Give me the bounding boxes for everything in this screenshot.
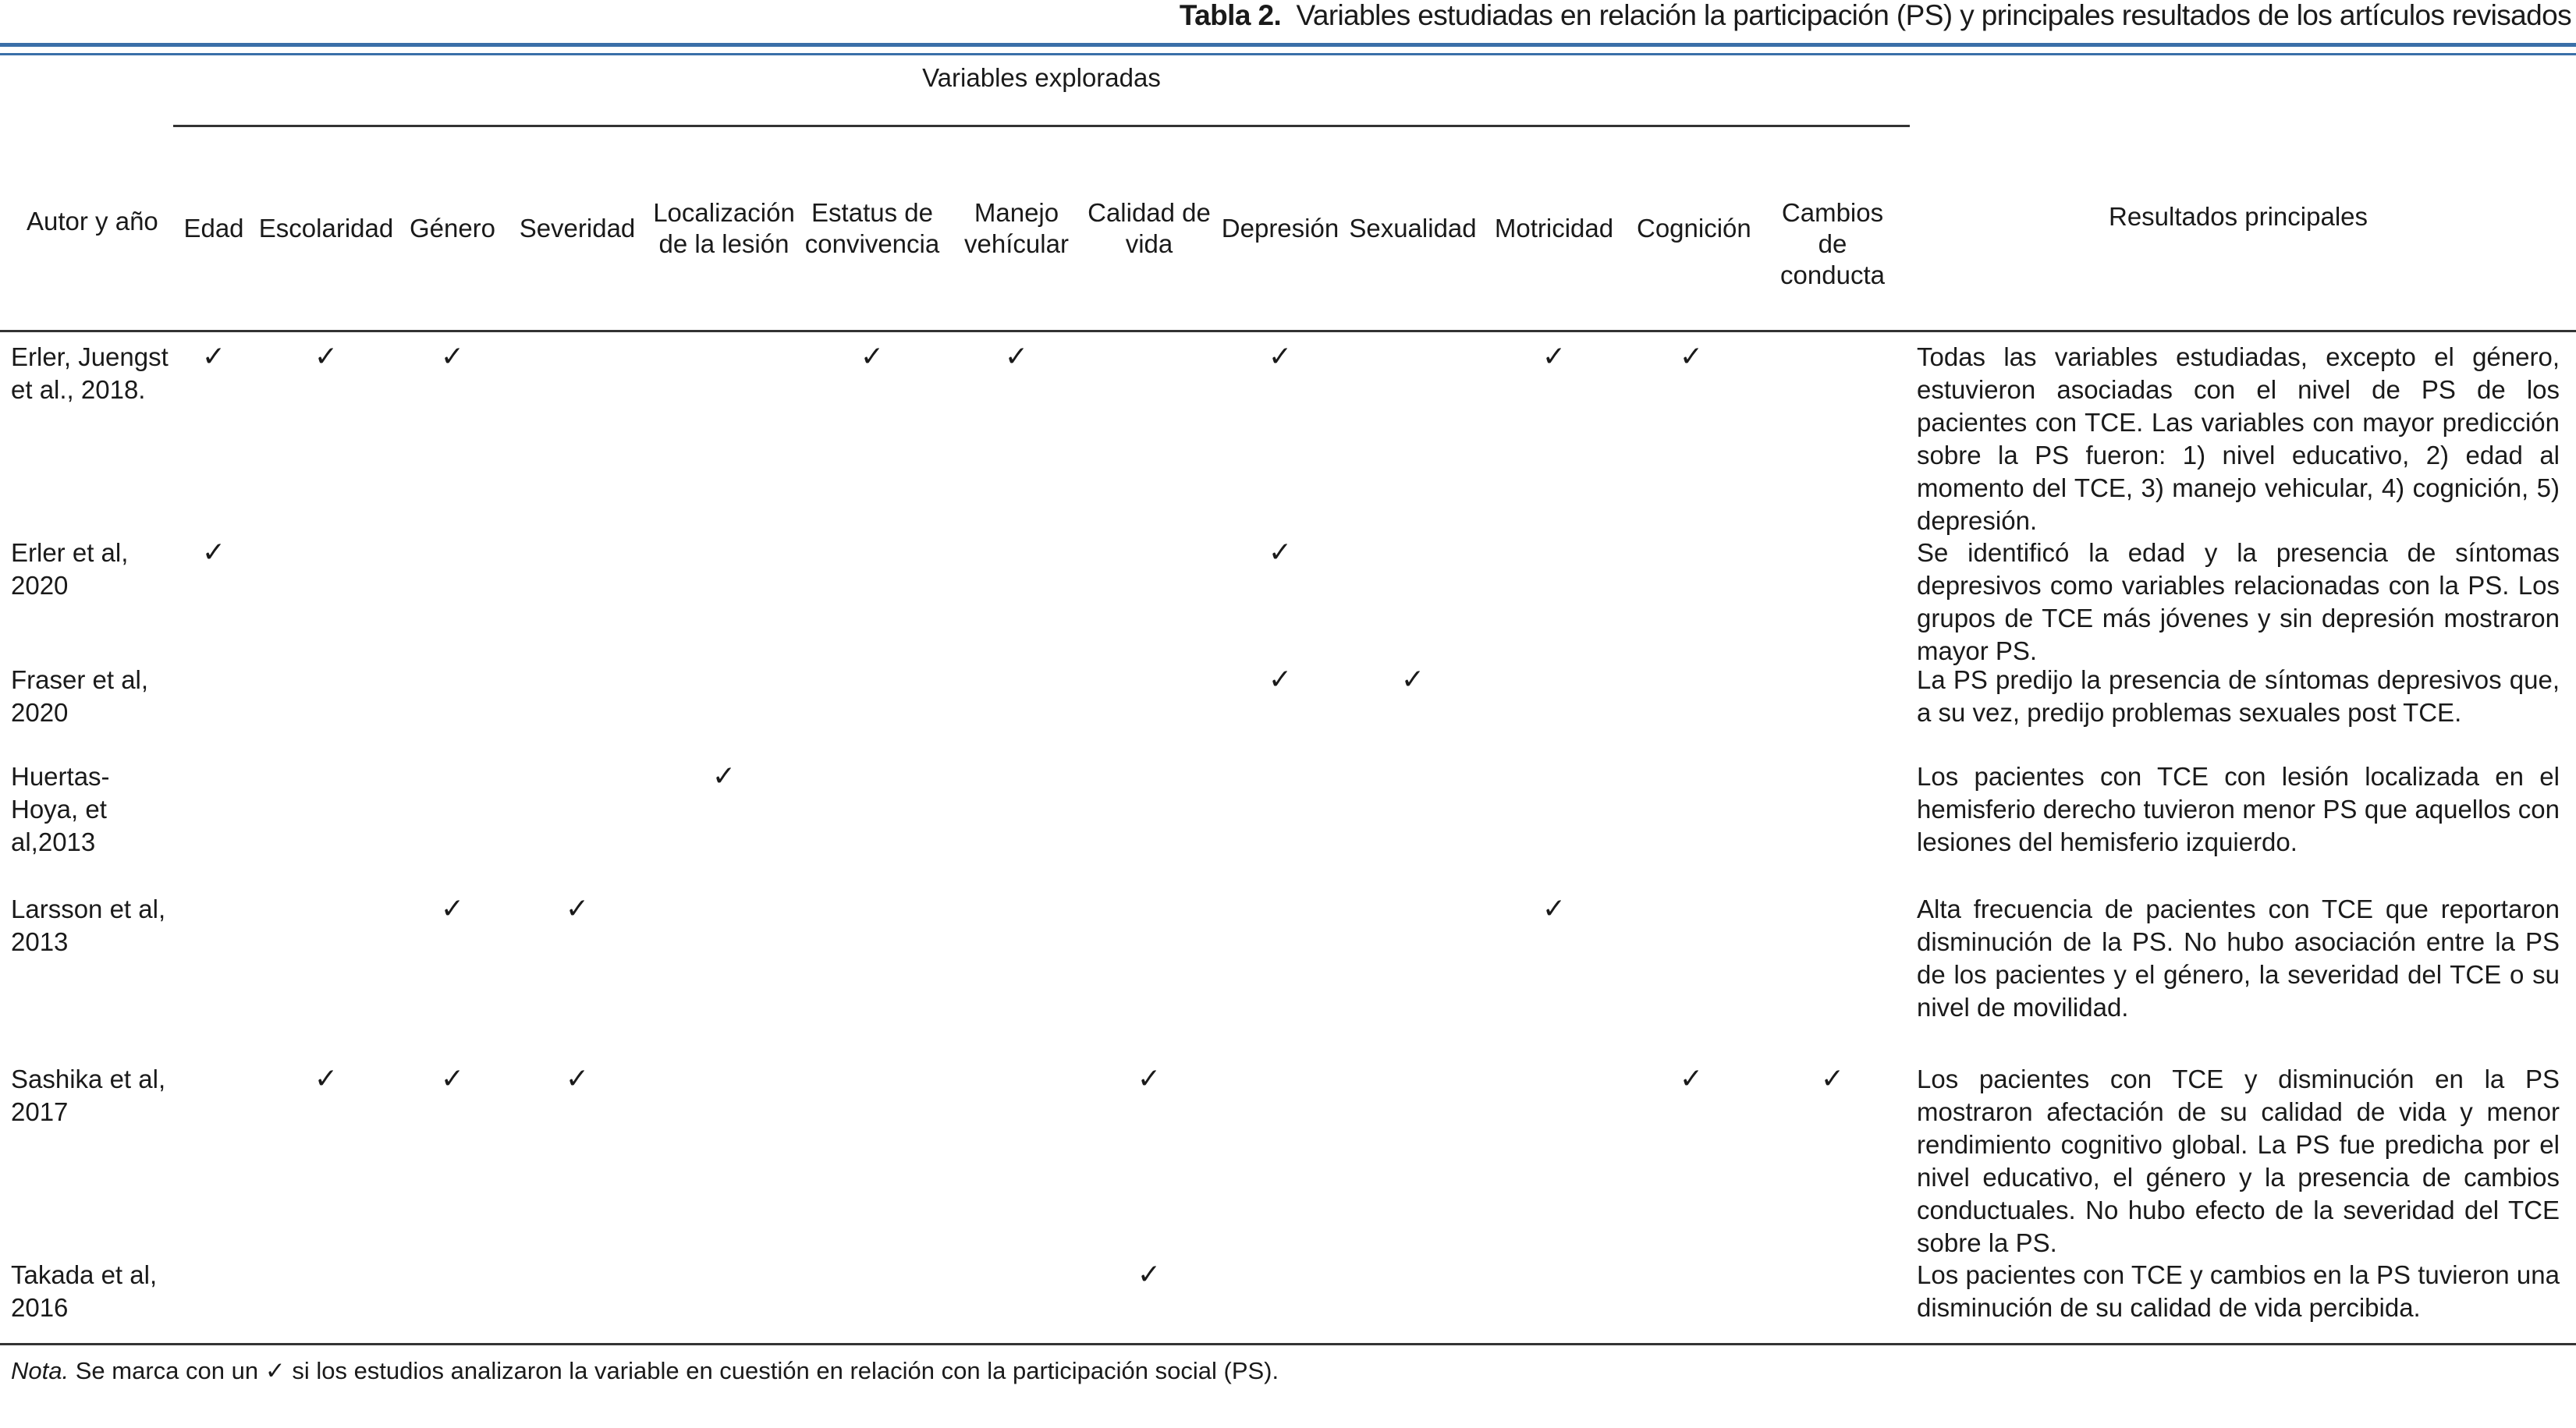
row-result: La PS predijo la presencia de síntomas depresivos que, a su vez, predijo problemas sexuales post TCE. [1917,665,2560,727]
col-header-localizacion: Localización de la lesión [653,198,795,258]
row-result: Se identificó la edad y la presencia de síntomas depresivos como variables relacionadas con la PS. Los grupos de TCE más jóvenes y sin depresión mostraron mayor PS. [1917,538,2560,665]
row-author: Huertas-Hoya, et al,2013 [11,762,110,856]
row-result: Alta frecuencia de pacientes con TCE que reportaron disminución de la PS. No hubo asociación entre la PS de los pacientes y el género, la severidad del TCE o su nivel de movilidad. [1917,895,2560,1022]
check-icon: ✓ [1268,664,1293,696]
note-label: Nota. [11,1357,69,1384]
row-author: Takada et al, 2016 [11,1260,158,1322]
note-text-before: Se marca con un [75,1357,259,1384]
col-header-edad: Edad [183,214,244,243]
table-caption-text: Variables estudiadas en relación la participación (PS) y principales resultados de los artículos revisados [1296,0,2571,31]
check-icon: ✓ [1679,341,1704,373]
row-author: Sashika et al, 2017 [11,1065,166,1126]
check-icon: ✓ [1268,341,1293,373]
check-icon: ✓ [440,893,465,925]
col-header-cognicion: Cognición [1637,214,1751,243]
note-check-icon: ✓ [264,1357,286,1384]
note-text-after: si los estudios analizaron la variable en cuestión en relación con la participación social (PS). [292,1357,1279,1384]
col-header-manejo: Manejo vehícular [964,198,1069,258]
col-header-depresion: Depresión [1221,214,1339,243]
table-caption [1180,0,2571,36]
check-icon: ✓ [1137,1259,1162,1291]
col-header-genero: Género [409,214,496,243]
check-icon: ✓ [1268,537,1293,569]
check-icon: ✓ [1542,893,1567,925]
check-icon: ✓ [711,760,736,792]
variables-group-rule [173,125,1910,127]
check-icon: ✓ [1137,1063,1162,1095]
col-header-cambios: Cambios de conducta [1780,198,1885,289]
row-author: Larsson et al, 2013 [11,895,166,956]
header-bottom-rule [0,330,2576,332]
check-icon: ✓ [201,341,226,373]
top-rule-thin [0,53,2576,55]
col-header-escolaridad: Escolaridad [258,214,394,243]
check-icon: ✓ [314,341,339,373]
row-author: Erler, Juengst et al., 2018. [11,342,169,404]
row-author: Fraser et al, 2020 [11,665,149,727]
check-icon: ✓ [1004,341,1029,373]
row-author: Erler et al, 2020 [11,538,129,600]
row-result: Los pacientes con TCE con lesión localizada en el hemisferio derecho tuvieron menor PS que aquellos con lesiones del hemisferio izquierdo. [1917,762,2560,856]
variables-group-header: Variables exploradas [922,63,1161,92]
row-result: Todas las variables estudiadas, excepto el género, estuvieron asociadas con el nivel de PS de los pacientes con TCE. Las variables con mayor predicción sobre la PS fueron: 1) nivel educativo, 2) edad al momento del TCE, 3) manejo vehicular, 4) cognición, 5) depresión. [1917,342,2560,535]
table-note [11,1355,1279,1387]
row-result: Los pacientes con TCE y cambios en la PS tuvieron una disminución de su calidad de vida percibida. [1917,1260,2560,1322]
check-icon: ✓ [1400,664,1425,696]
results-column-header: Resultados principales [2108,202,2368,231]
col-header-motricidad: Motricidad [1494,214,1614,243]
row-result: Los pacientes con TCE y disminución en la PS mostraron afectación de su calidad de vida y menor rendimiento cognitivo global. La PS fue predicha por el nivel educativo, el género y la presencia de cambios conductuales. No hubo efecto de la severidad del TCE sobre la PS. [1917,1065,2560,1257]
author-column-header: Autor y año [27,207,158,236]
check-icon: ✓ [565,1063,590,1095]
table-caption-label: Tabla 2. [1179,0,1282,31]
table-bottom-rule [0,1343,2576,1345]
check-icon: ✓ [1542,341,1567,373]
check-icon: ✓ [201,537,226,569]
check-icon: ✓ [440,1063,465,1095]
check-icon: ✓ [314,1063,339,1095]
top-rule-thick [0,43,2576,47]
check-icon: ✓ [1820,1063,1845,1095]
col-header-calidad: Calidad de vida [1088,198,1211,258]
check-icon: ✓ [860,341,885,373]
check-icon: ✓ [565,893,590,925]
col-header-estatus: Estatus de convivencia [804,198,940,258]
check-icon: ✓ [440,341,465,373]
col-header-severidad: Severidad [519,214,636,243]
col-header-sexualidad: Sexualidad [1349,214,1477,243]
check-icon: ✓ [1679,1063,1704,1095]
